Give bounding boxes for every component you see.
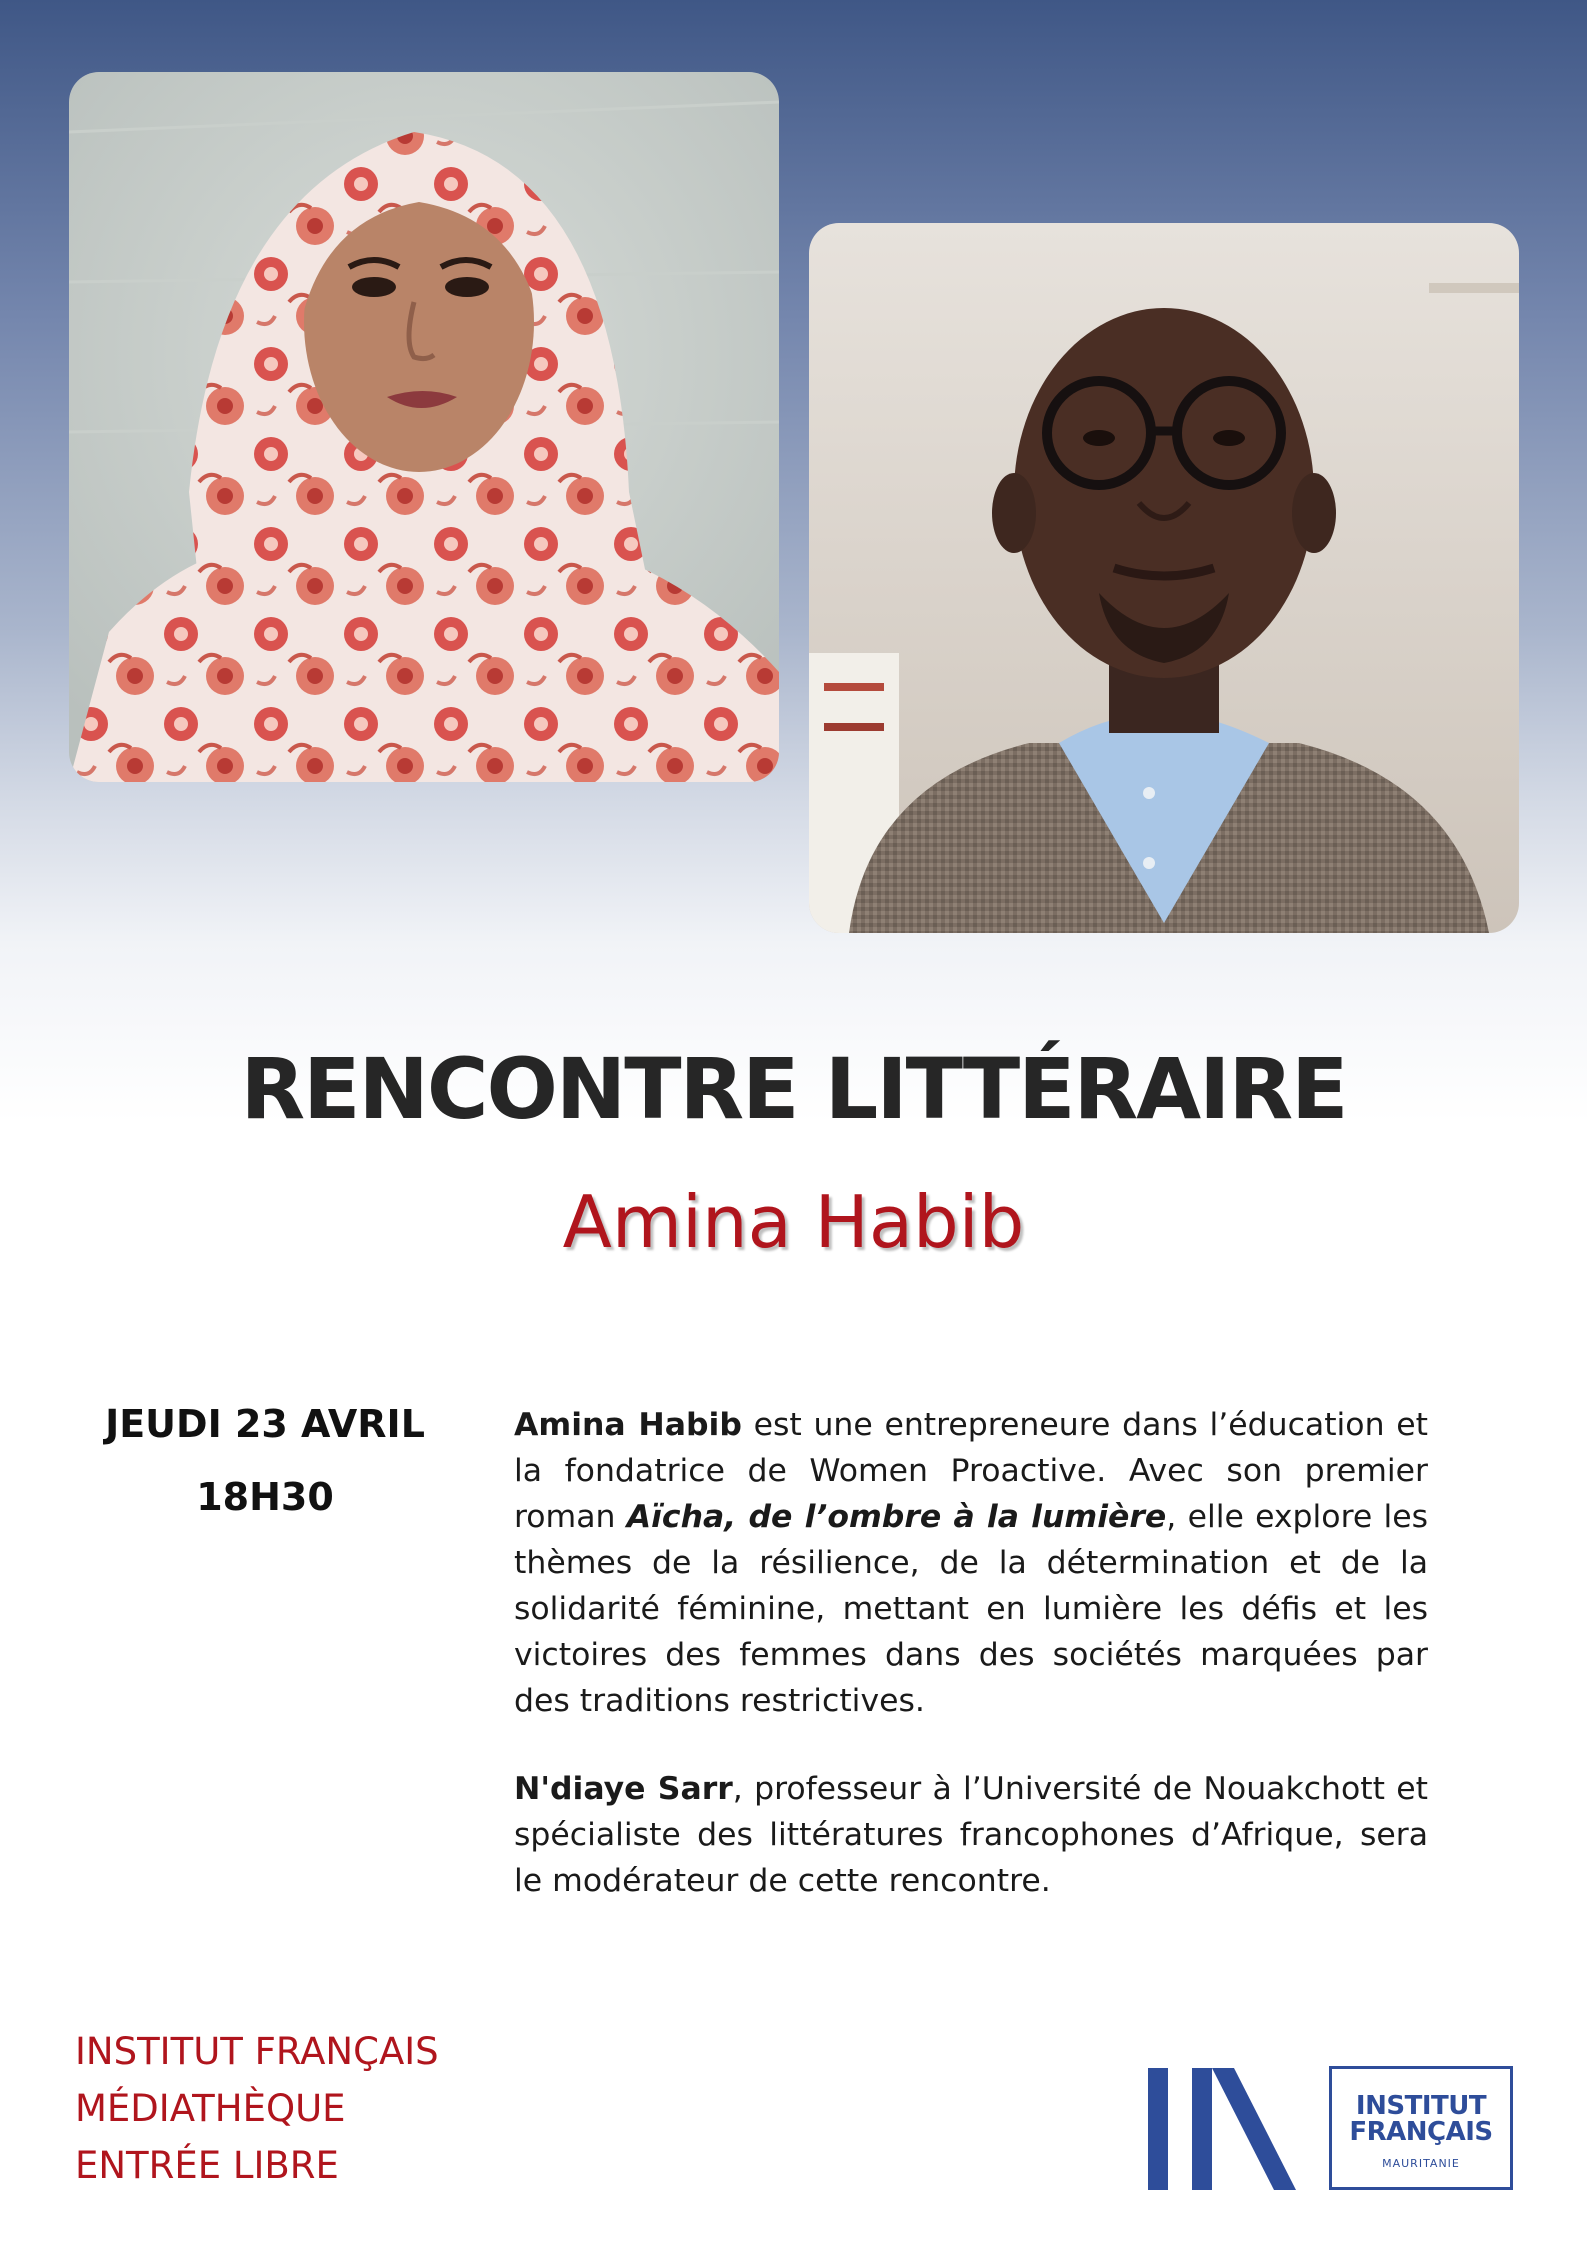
description-moderator	[514, 1766, 1428, 1904]
event-time: 18H30	[196, 1475, 334, 1519]
description-text-a: est une entrepreneure dans l’éducation et la fondatrice de Women Proactive. Avec son premier roman	[514, 1407, 1428, 1535]
logo-line-mauritanie: MAURITANIE	[1382, 2157, 1460, 2170]
portrait-man-glasses-photo	[809, 223, 1519, 933]
portrait-woman-floral-scarf-photo	[69, 72, 779, 782]
author-name: Amina Habib	[562, 1180, 1025, 1264]
institut-francais-logo	[1329, 2066, 1513, 2190]
photo-ndiaye-sarr	[809, 223, 1519, 933]
footer-venue: INSTITUT FRANÇAIS	[75, 2030, 439, 2073]
logo-line-institut: INSTITUT	[1355, 2091, 1487, 2121]
event-title: RENCONTRE LITTÉRAIRE	[240, 1040, 1347, 1138]
photo-amina-habib	[69, 72, 779, 782]
logo-line-francais: FRANÇAIS	[1349, 2117, 1493, 2147]
event-date: JEUDI 23 AVRIL	[105, 1402, 425, 1446]
author-name-inline: Amina Habib	[514, 1407, 742, 1443]
footer-place: MÉDIATHÈQUE	[75, 2087, 346, 2130]
description-author	[514, 1402, 1428, 1724]
description-text-b: , elle explore les thèmes de la résilience, de la détermination et de la solidarité féminine, mettant en lumière les défis et les victoires des femmes dans des sociétés marquées par des traditions restrictives.	[514, 1499, 1429, 1719]
book-title: Aïcha, de l’ombre à la lumière	[626, 1499, 1167, 1535]
moderator-text: , professeur à l’Université de Nouakchott et spécialiste des littératures francophones d’Afrique, sera le modérateur de cette rencontre.	[514, 1771, 1428, 1899]
footer-admission: ENTRÉE LIBRE	[75, 2144, 339, 2187]
institut-francais-mark-icon	[1148, 2068, 1296, 2190]
moderator-name: N'diaye Sarr	[514, 1771, 733, 1807]
